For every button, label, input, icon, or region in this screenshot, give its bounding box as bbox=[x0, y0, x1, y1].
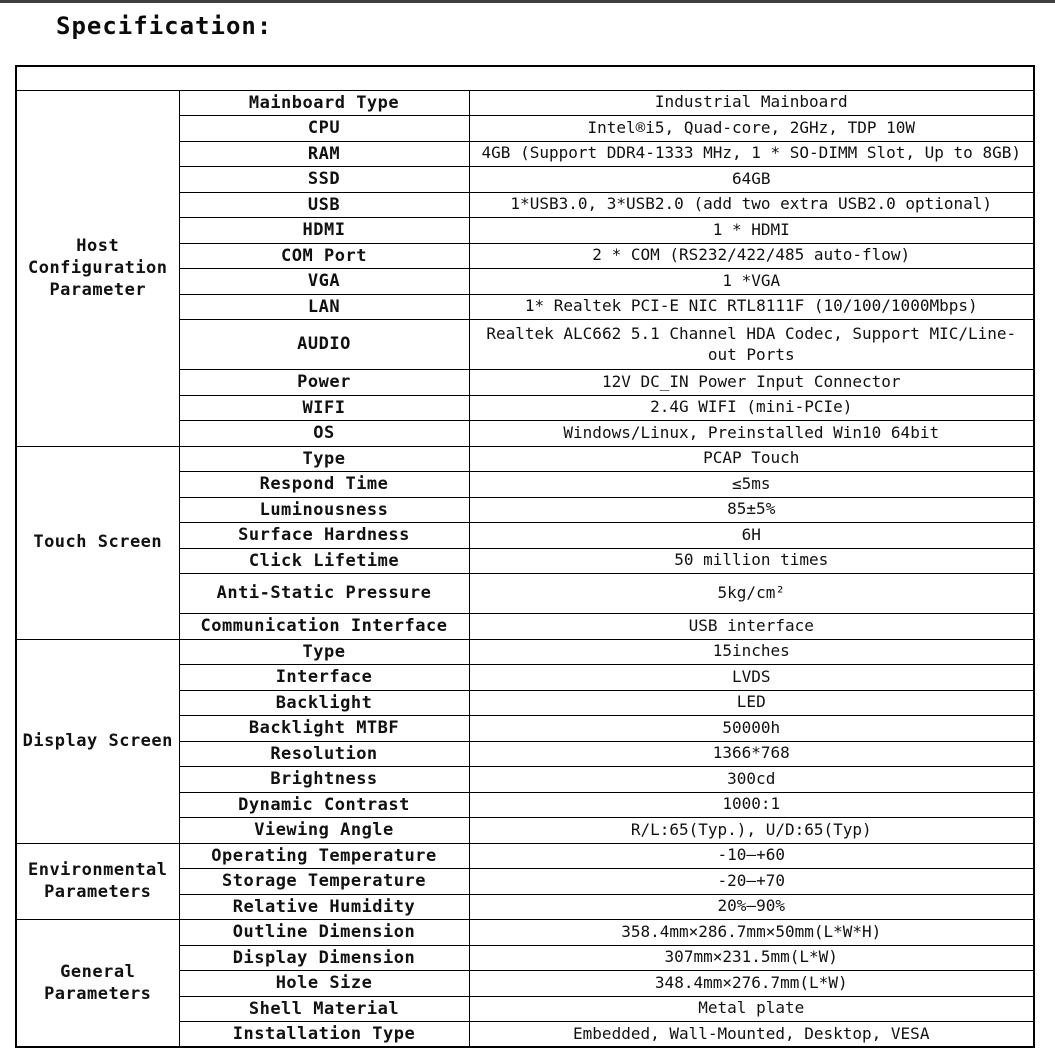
value-cell: 1*USB3.0, 3*USB2.0 (add two extra USB2.0 optional) bbox=[469, 192, 1034, 218]
param-cell: Display Dimension bbox=[179, 945, 469, 971]
value-cell: -10—+60 bbox=[469, 843, 1034, 869]
param-cell: Anti-Static Pressure bbox=[179, 574, 469, 614]
param-cell: OS bbox=[179, 421, 469, 447]
param-cell: RAM bbox=[179, 141, 469, 167]
value-cell: LVDS bbox=[469, 665, 1034, 691]
value-cell: 64GB bbox=[469, 167, 1034, 193]
param-cell: Luminousness bbox=[179, 497, 469, 523]
page-title: Specification: bbox=[56, 12, 273, 40]
table-header-spacer-row bbox=[16, 66, 1034, 90]
param-cell: SSD bbox=[179, 167, 469, 193]
table-header-spacer-cell bbox=[16, 66, 1034, 90]
table-row bbox=[16, 639, 1034, 665]
param-cell: Type bbox=[179, 446, 469, 472]
param-cell: Power bbox=[179, 370, 469, 396]
value-cell: 2 * COM (RS232/422/485 auto-flow) bbox=[469, 243, 1034, 269]
param-cell: Relative Humidity bbox=[179, 894, 469, 920]
param-cell: Surface Hardness bbox=[179, 523, 469, 549]
spec-table bbox=[15, 65, 1035, 1048]
value-cell: Industrial Mainboard bbox=[469, 90, 1034, 116]
category-cell: Touch Screen bbox=[16, 446, 179, 639]
value-cell: 2.4G WIFI (mini-PCIe) bbox=[469, 395, 1034, 421]
param-cell: Outline Dimension bbox=[179, 920, 469, 946]
value-cell: 307mm×231.5mm(L*W) bbox=[469, 945, 1034, 971]
value-cell: 6H bbox=[469, 523, 1034, 549]
param-cell: Click Lifetime bbox=[179, 548, 469, 574]
value-cell: 358.4mm×286.7mm×50mm(L*W*H) bbox=[469, 920, 1034, 946]
value-cell: PCAP Touch bbox=[469, 446, 1034, 472]
param-cell: Brightness bbox=[179, 767, 469, 793]
table-row bbox=[16, 920, 1034, 946]
param-cell: Viewing Angle bbox=[179, 818, 469, 844]
param-cell: Dynamic Contrast bbox=[179, 792, 469, 818]
window-top-edge bbox=[0, 0, 1055, 3]
category-cell: General Parameters bbox=[16, 920, 179, 1048]
param-cell: Shell Material bbox=[179, 996, 469, 1022]
value-cell: 12V DC_IN Power Input Connector bbox=[469, 370, 1034, 396]
param-cell: Hole Size bbox=[179, 971, 469, 997]
value-cell: 300cd bbox=[469, 767, 1034, 793]
param-cell: Interface bbox=[179, 665, 469, 691]
param-cell: Installation Type bbox=[179, 1022, 469, 1048]
value-cell: 1000:1 bbox=[469, 792, 1034, 818]
param-cell: CPU bbox=[179, 116, 469, 142]
value-cell: 15inches bbox=[469, 639, 1034, 665]
param-cell: Respond Time bbox=[179, 472, 469, 498]
param-cell: AUDIO bbox=[179, 320, 469, 370]
value-cell: Metal plate bbox=[469, 996, 1034, 1022]
param-cell: Communication Interface bbox=[179, 614, 469, 640]
value-cell: 50 million times bbox=[469, 548, 1034, 574]
value-cell: ≤5ms bbox=[469, 472, 1034, 498]
param-cell: Mainboard Type bbox=[179, 90, 469, 116]
value-cell: Embedded, Wall-Mounted, Desktop, VESA bbox=[469, 1022, 1034, 1048]
param-cell: Storage Temperature bbox=[179, 869, 469, 895]
value-cell: 50000h bbox=[469, 716, 1034, 742]
param-cell: USB bbox=[179, 192, 469, 218]
value-cell: 348.4mm×276.7mm(L*W) bbox=[469, 971, 1034, 997]
category-cell: Environmental Parameters bbox=[16, 843, 179, 920]
value-cell: 4GB (Support DDR4-1333 MHz, 1 * SO-DIMM Slot, Up to 8GB) bbox=[469, 141, 1034, 167]
value-cell: LED bbox=[469, 690, 1034, 716]
table-row bbox=[16, 843, 1034, 869]
table-row bbox=[16, 446, 1034, 472]
category-cell: Host Configuration Parameter bbox=[16, 90, 179, 446]
value-cell: 1* Realtek PCI-E NIC RTL8111F (10/100/1000Mbps) bbox=[469, 294, 1034, 320]
param-cell: Resolution bbox=[179, 741, 469, 767]
table-row bbox=[16, 90, 1034, 116]
value-cell: Realtek ALC662 5.1 Channel HDA Codec, Support MIC/Line-out Ports bbox=[469, 320, 1034, 370]
param-cell: Operating Temperature bbox=[179, 843, 469, 869]
spec-table-body bbox=[16, 66, 1034, 1047]
param-cell: Backlight MTBF bbox=[179, 716, 469, 742]
value-cell: 1366*768 bbox=[469, 741, 1034, 767]
value-cell: 1 *VGA bbox=[469, 269, 1034, 295]
category-cell: Display Screen bbox=[16, 639, 179, 843]
param-cell: Type bbox=[179, 639, 469, 665]
param-cell: VGA bbox=[179, 269, 469, 295]
value-cell: 20%—90% bbox=[469, 894, 1034, 920]
param-cell: HDMI bbox=[179, 218, 469, 244]
value-cell: USB interface bbox=[469, 614, 1034, 640]
value-cell: 1 * HDMI bbox=[469, 218, 1034, 244]
value-cell: 5kg/cm² bbox=[469, 574, 1034, 614]
param-cell: WIFI bbox=[179, 395, 469, 421]
value-cell: Intel®i5, Quad-core, 2GHz, TDP 10W bbox=[469, 116, 1034, 142]
value-cell: -20—+70 bbox=[469, 869, 1034, 895]
param-cell: COM Port bbox=[179, 243, 469, 269]
value-cell: 85±5% bbox=[469, 497, 1034, 523]
param-cell: LAN bbox=[179, 294, 469, 320]
value-cell: R/L:65(Typ.), U/D:65(Typ) bbox=[469, 818, 1034, 844]
value-cell: Windows/Linux, Preinstalled Win10 64bit bbox=[469, 421, 1034, 447]
param-cell: Backlight bbox=[179, 690, 469, 716]
